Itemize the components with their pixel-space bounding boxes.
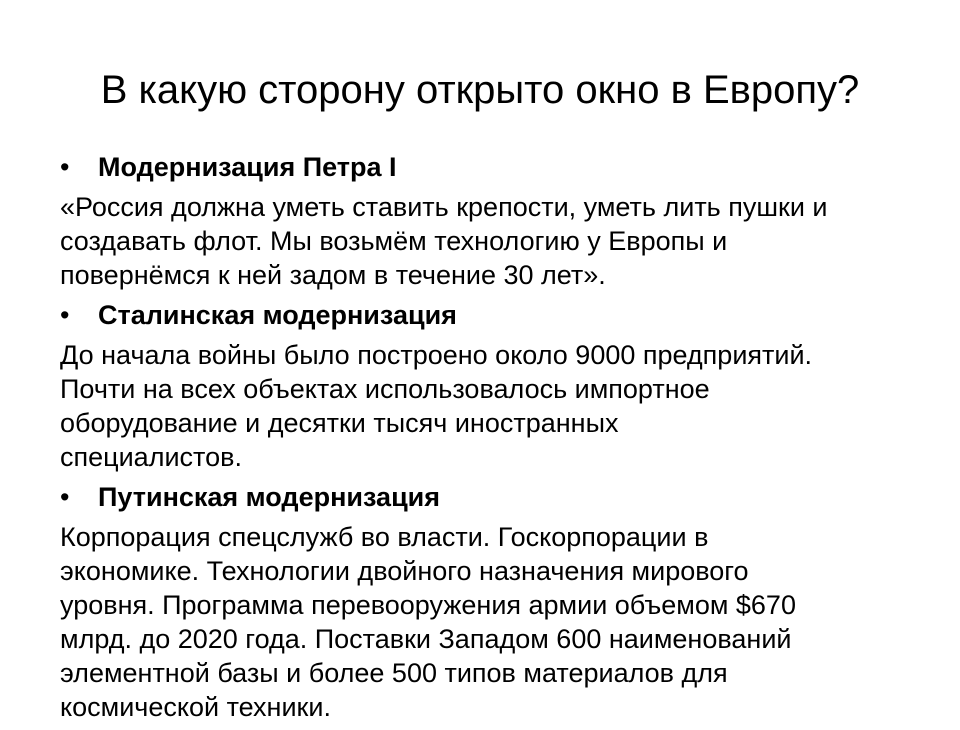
paragraph-line: космической техники.	[60, 692, 331, 722]
paragraph-line: До начала войны было построено около 9000 предприятий.	[60, 340, 813, 370]
heading-stalin-modernization: Сталинская модернизация	[98, 300, 457, 330]
paragraph-line: экономике. Технологии двойного назначения мирового	[60, 556, 749, 586]
paragraph-putin	[60, 520, 940, 724]
bullet-heading	[60, 480, 940, 514]
bullet-dot-icon: •	[60, 300, 70, 330]
paragraph-line: млрд. до 2020 года. Поставки Западом 600 наименований	[60, 624, 792, 654]
bullet-dot-icon: •	[60, 482, 70, 512]
bullet-dot-icon: •	[60, 152, 70, 182]
heading-peter-modernization: Модернизация Петра I	[98, 152, 397, 182]
paragraph-line: Корпорация спецслужб во власти. Госкорпорации в	[60, 522, 709, 552]
slide-title: В какую сторону открыто окно в Европу?	[100, 68, 860, 112]
paragraph-line: уровня. Программа перевооружения армии объемом $670	[60, 590, 796, 620]
paragraph-line: «Россия должна уметь ставить крепости, уметь лить пушки и	[60, 192, 828, 222]
paragraph-peter	[60, 190, 940, 292]
bullet-heading	[60, 150, 940, 184]
paragraph-line: повернёмся к ней задом в течение 30 лет».	[60, 260, 606, 290]
paragraph-line: элементной базы и более 500 типов материалов для	[60, 658, 728, 688]
paragraph-line: специалистов.	[60, 442, 242, 472]
paragraph-line: оборудование и десятки тысяч иностранных	[60, 408, 619, 438]
paragraph-line: Почти на всех объектах использовалось импортное	[60, 374, 710, 404]
heading-putin-modernization: Путинская модернизация	[98, 482, 441, 512]
slide-content	[60, 150, 940, 730]
bullet-heading	[60, 298, 940, 332]
paragraph-stalin	[60, 338, 940, 474]
paragraph-line: создавать флот. Мы возьмём технологию у Европы и	[60, 226, 728, 256]
